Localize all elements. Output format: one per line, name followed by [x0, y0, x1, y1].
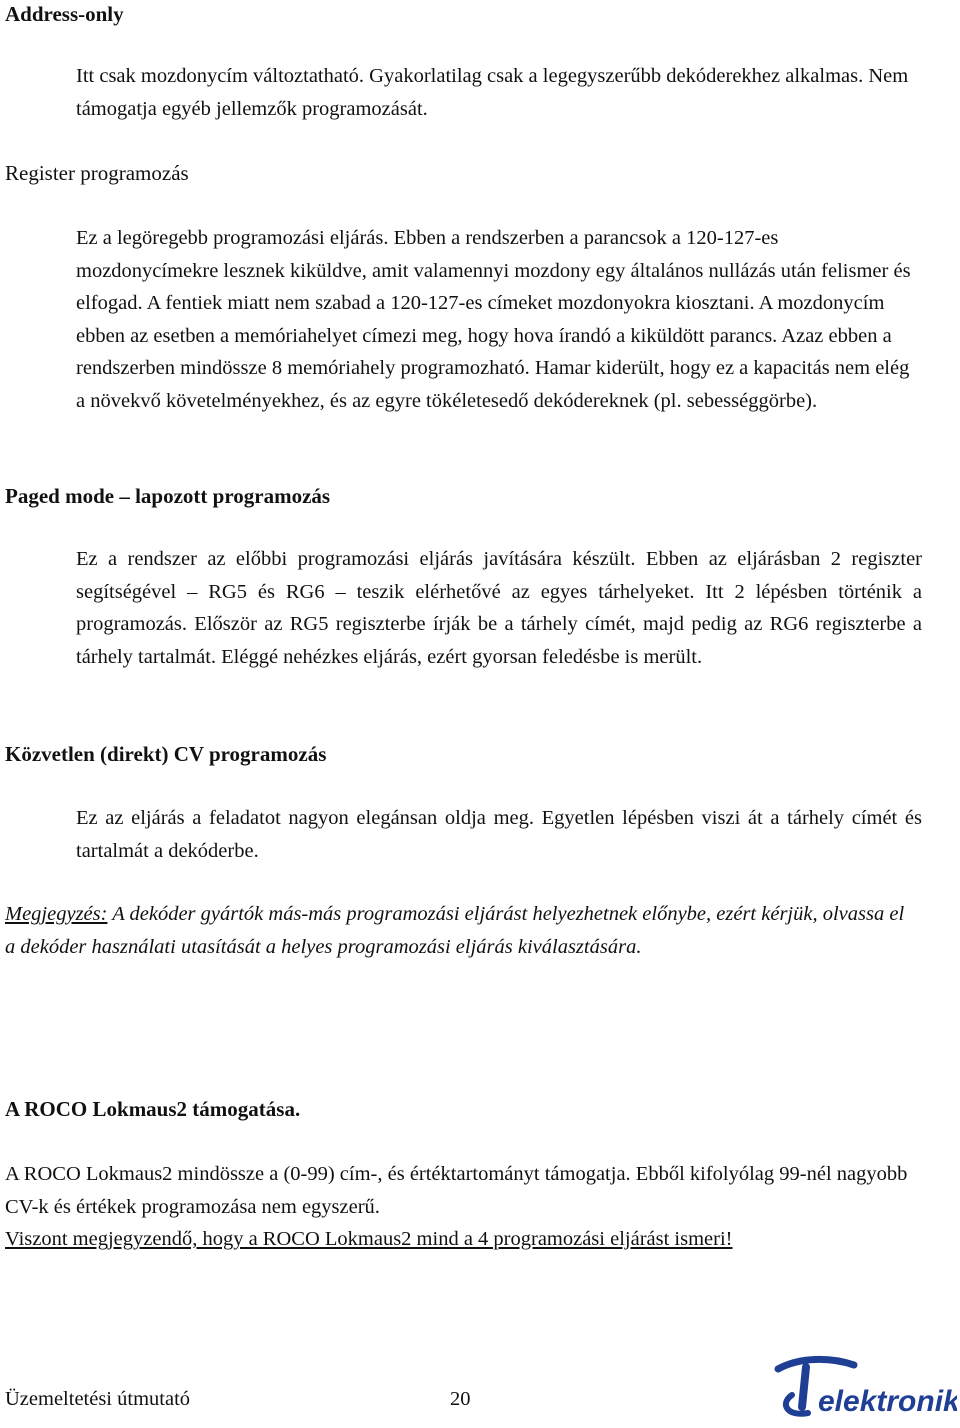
section-title-address-only: Address-only [5, 2, 124, 26]
roco-title: A ROCO Lokmaus2 támogatása. [5, 1097, 301, 1121]
note-label: Megjegyzés: [5, 903, 108, 925]
note-text: A dekóder gyártók más-más programozási eljárást helyezhetnek előnybe, ezért kérjük, olvassa el a dekóder használati utasítását a helyes programozási eljárás kiválasztására. [5, 903, 905, 958]
note-block [5, 898, 905, 963]
footer-page-number: 20 [450, 1388, 471, 1410]
logo-text: elektronik [818, 1385, 957, 1418]
logo-graphic [772, 1355, 957, 1423]
section-text-address-only: Itt csak mozdonycím változtatható. Gyakorlatilag csak a legegyszerűbb dekóderekhez alkalmas. Nem támogatja egyéb jellemzők programozását. [76, 65, 909, 120]
section-title-direct: Közvetlen (direkt) CV programozás [5, 742, 327, 766]
company-logo [772, 1355, 957, 1423]
section-text-paged: Ez a rendszer az előbbi programozási eljárás javítására készült. Ebben az eljárásban 2 regiszter segítségével – RG5 és RG6 – teszik elérhetővé az egyes tárhelyeket. Itt 2 lépésben történik a programozás. Először az RG5 regiszterbe írják be a tárhely címét, majd pedig az RG6 regiszterbe a tárhely tartalmát. Eléggé nehézkes eljárás, ezért gyorsan feledésbe is merült. [76, 548, 922, 668]
section-text-direct: Ez az eljárás a feladatot nagyon elegánsan oldja meg. Egyetlen lépésben viszi át a tárhely címét és tartalmát a dekóderbe. [76, 807, 922, 862]
section-title-paged: Paged mode – lapozott programozás [5, 484, 331, 508]
roco-text: A ROCO Lokmaus2 mindössze a (0-99) cím-, és értéktartományt támogatja. Ebből kifolyólag 99-nél nagyobb CV-k és értékek programozása nem egyszerű. [5, 1163, 908, 1218]
section-title-register: Register programozás [5, 161, 189, 185]
roco-underlined-text: Viszont megjegyzendő, hogy a ROCO Lokmaus2 mind a 4 programozási eljárást ismeri! [5, 1228, 733, 1250]
section-text-register: Ez a legöregebb programozási eljárás. Ebben a rendszerben a parancsok a 120-127-es mozdonycímekre lesznek kiküldve, amit valamennyi mozdony egy általános nullázás után felismer és elfogad. A fentiek miatt nem szabad a 120-127-es címeket mozdonyokra kiosztani. A mozdonycím ebben az esetben a memóriahelyet címezi meg, hogy hova írandó a kiküldött parancs. Azaz ebben a rendszerben mindössze 8 memóriahely programozható. Hamar kiderült, hogy ez a kapacitás nem elég a növekvő követelményekhez, és az egyre tökéletesedő dekódereknek (pl. sebességgörbe). [76, 227, 911, 412]
footer-manual-title: Üzemeltetési útmutató [5, 1388, 191, 1410]
